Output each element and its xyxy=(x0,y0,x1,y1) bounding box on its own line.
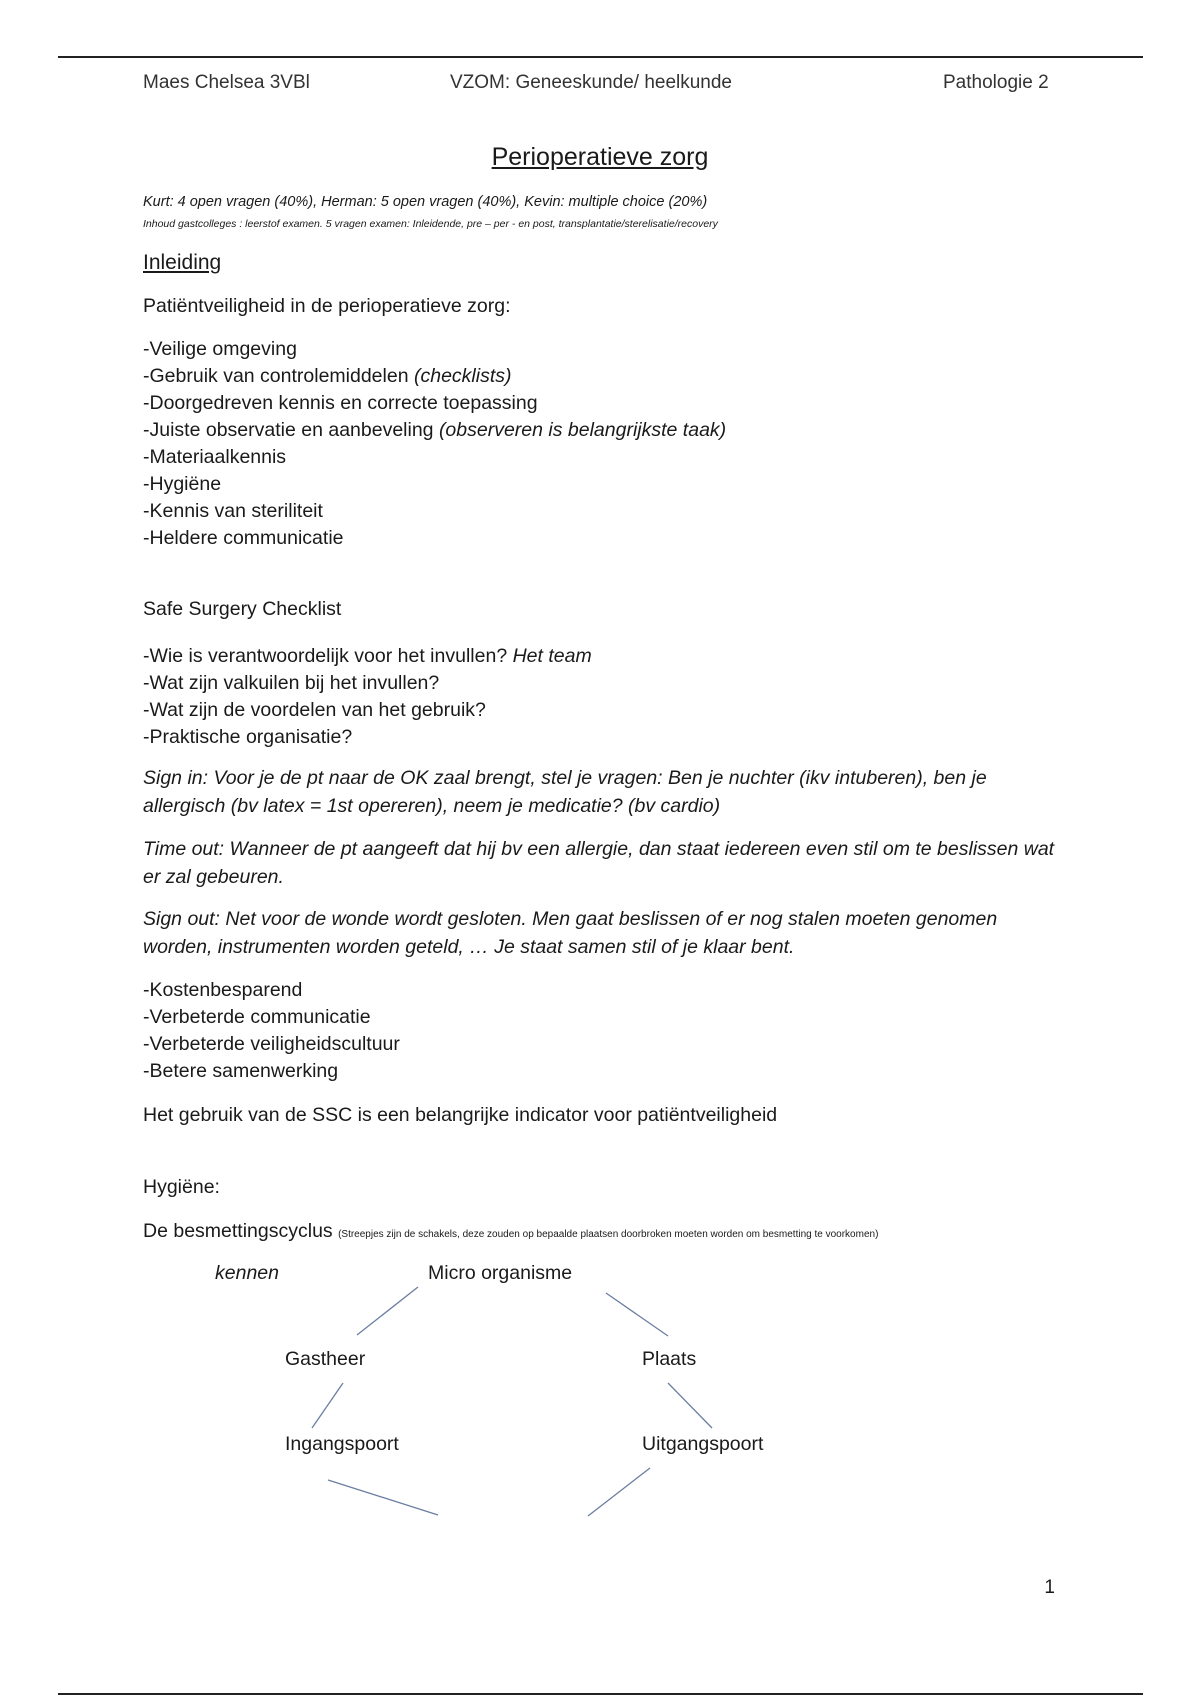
list-item: -Verbeterde veiligheidscultuur xyxy=(143,1033,400,1055)
list-item: -Wie is verantwoordelijk voor het invullen? Het team xyxy=(143,645,592,667)
list-item: -Materiaalkennis xyxy=(143,446,287,468)
page-title: Perioperatieve zorg xyxy=(491,143,709,171)
list-item: -Juiste observatie en aanbeveling (observeren is belangrijkste taak) xyxy=(143,419,727,441)
list-item: -Hygiëne xyxy=(143,473,222,495)
cycle-title: De besmettingscyclus (Streepjes zijn de schakels, deze zouden op bepaalde plaatsen doorbroken moeten worden om besmetting te voorkomen) xyxy=(143,1220,879,1242)
header-course: VZOM: Geneeskunde/ heelkunde xyxy=(450,72,733,93)
cycle-note: (Streepjes zijn de schakels, deze zouden op bepaalde plaatsen doorbroken moeten worden om besmetting te voorkomen) xyxy=(338,1229,879,1240)
time-out-text: Time out: Wanneer de pt aangeeft dat hij bv een allergie, dan staat iedereen even stil om te beslissen wat er zal gebeuren. xyxy=(143,838,1055,888)
list-item: -Heldere communicatie xyxy=(143,527,344,549)
node-plaats: Plaats xyxy=(642,1348,697,1370)
link-ingangspoort-bottom xyxy=(328,1480,438,1515)
exam-note: Kurt: 4 open vragen (40%), Herman: 5 open vragen (40%), Kevin: multiple choice (20%) xyxy=(143,194,708,210)
node-uitgangspoort: Uitgangspoort xyxy=(642,1433,764,1455)
list-item: -Kennis van steriliteit xyxy=(143,500,323,522)
bottom-rule xyxy=(58,1693,1143,1695)
list-item: -Verbeterde communicatie xyxy=(143,1006,371,1028)
list-item: -Gebruik van controlemiddelen (checklists) xyxy=(143,365,512,387)
link-micro-plaats xyxy=(606,1293,668,1336)
list-item: -Betere samenwerking xyxy=(143,1060,339,1082)
list-item: -Veilige omgeving xyxy=(143,338,297,360)
sign-in-text: Sign in: Voor je de pt naar de OK zaal brengt, stel je vragen: Ben je nuchter (ikv intuberen), ben je allergisch (bv latex = 1st opereren), neem je medicatie? (bv cardio) xyxy=(143,767,987,817)
header-subject: Pathologie 2 xyxy=(943,72,1049,93)
node-ingangspoort: Ingangspoort xyxy=(285,1433,399,1455)
link-plaats-uitgangspoort xyxy=(668,1383,712,1428)
link-uitgangspoort-bottom xyxy=(588,1468,650,1516)
intro-lead: Patiëntveiligheid in de perioperatieve zorg: xyxy=(143,295,511,317)
sign-out-text: Sign out: Net voor de wonde wordt gesloten. Men gaat beslissen of er nog stalen moeten genomen worden, instrumenten worden geteld, … Je staat samen stil of je klaar bent. xyxy=(143,908,998,958)
exam-note-small: Inhoud gastcolleges : leerstof examen. 5 vragen examen: Inleidende, pre – per - en post, transplantatie/sterelisatie/recovery xyxy=(143,218,718,230)
header-author: Maes Chelsea 3VBl xyxy=(143,72,310,93)
list-item: -Doorgedreven kennis en correcte toepassing xyxy=(143,392,538,414)
intro-heading: Inleiding xyxy=(143,251,222,274)
node-micro-organisme: Micro organisme xyxy=(428,1262,573,1284)
page-number: 1 xyxy=(1044,1577,1055,1598)
link-micro-gastheer xyxy=(357,1287,418,1335)
node-gastheer: Gastheer xyxy=(285,1348,366,1370)
list-item: -Praktische organisatie? xyxy=(143,726,353,748)
list-item: -Wat zijn de voordelen van het gebruik? xyxy=(143,699,486,721)
ssc-heading: Safe Surgery Checklist xyxy=(143,598,342,620)
link-gastheer-ingangspoort xyxy=(312,1383,343,1428)
kennen-label: kennen xyxy=(215,1262,279,1284)
list-item: -Wat zijn valkuilen bij het invullen? xyxy=(143,672,440,694)
hygiene-heading: Hygiëne: xyxy=(143,1176,220,1198)
list-item: -Kostenbesparend xyxy=(143,979,303,1001)
ssc-conclusion: Het gebruik van de SSC is een belangrijke indicator voor patiëntveiligheid xyxy=(143,1104,778,1126)
